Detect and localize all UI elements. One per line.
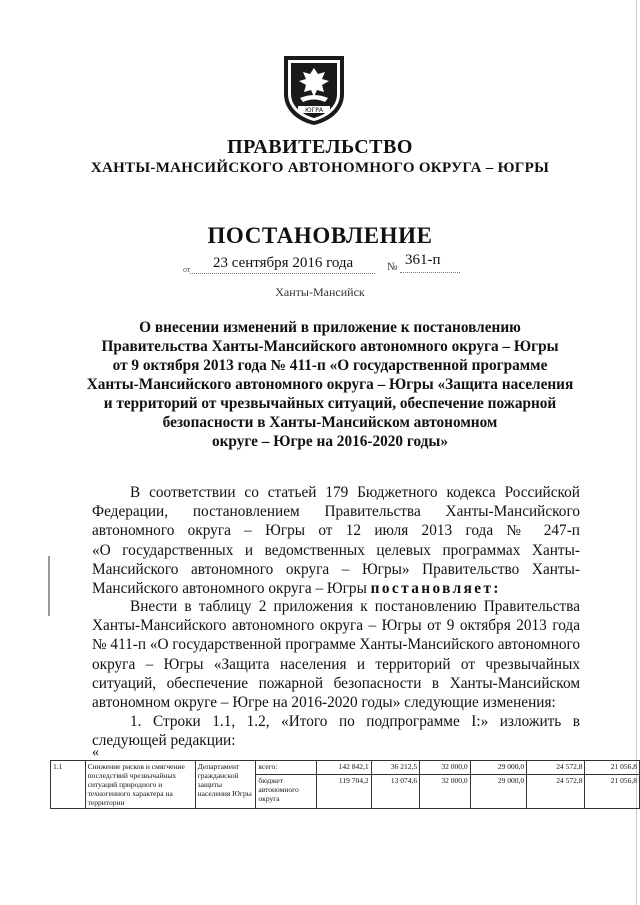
measure-name-cell: Снижение рисков и смягчение последствий чрезвычайных ситуаций природного и техногенного характера на территории	[85, 761, 195, 809]
value-cell: 32 000,0	[420, 761, 471, 775]
document-type: ПОСТАНОВЛЕНИЕ	[207, 223, 433, 248]
value-cell: 36 212,5	[371, 761, 420, 775]
body-line: «О государственных и ведомственных целевых программах Ханты-	[92, 541, 580, 559]
body-line: Внести в таблицу 2 приложения к постановлению Правительства	[130, 598, 580, 615]
heading-line: округе – Югре на 2016-2020 годы»	[211, 433, 449, 450]
body-line: следующей редакции:	[92, 732, 236, 750]
heading-line: от 9 октября 2013 года № 411-п «О государственной программе	[112, 357, 548, 374]
heading-line: и территорий от чрезвычайных ситуаций, обеспечение пожарной	[103, 395, 557, 412]
body-line: автономного округа – Югры от 12 июля 2013 года № 247-п	[92, 522, 580, 540]
table-row	[51, 761, 640, 775]
value-cell: 119 704,2	[317, 774, 371, 808]
value-cell: 24 572,8	[527, 761, 585, 775]
heading-line: О внесении изменений в приложение к постановлению	[139, 319, 521, 336]
number-underline	[400, 272, 460, 273]
row-number-cell: 1.1	[51, 761, 86, 809]
body-line: № 411-п «О государственной программе Ханты-Мансийского автономного	[92, 636, 581, 654]
body-line: ситуаций, обеспечение пожарной безопасности в Ханты-Мансийском	[92, 674, 580, 692]
heading-line: Правительства Ханты-Мансийского автономного округа – Югры	[101, 338, 559, 355]
document-number: 361-п	[405, 252, 441, 268]
value-cell: 32 000,0	[420, 774, 471, 808]
heading-line: безопасности в Ханты-Мансийском автономном	[162, 414, 498, 431]
decree-word: постановляет:	[370, 579, 501, 597]
coat-of-arms-emblem	[278, 50, 350, 126]
date-from-label: от	[183, 265, 191, 274]
body-line: В соответствии со статьей 179 Бюджетного кодекса Российской	[130, 484, 580, 501]
value-cell: 29 000,0	[470, 761, 526, 775]
value-cell: 142 842,1	[317, 761, 371, 775]
document-date: 23 сентября 2016 года	[213, 255, 354, 271]
margin-mark	[48, 556, 50, 616]
body-line-text: Мансийского автономного округа – Югры	[92, 579, 367, 597]
body-line: округа – Югры «Защита населения и территорий от чрезвычайных	[92, 655, 580, 673]
preamble-paragraph	[92, 483, 580, 598]
value-cell: 29 000,0	[470, 774, 526, 808]
document-heading	[70, 318, 590, 451]
body-line: 1. Строки 1.1, 1.2, «Итого по подпрограмме I:» изложить в	[130, 713, 580, 731]
source-label-cell: бюджет автономного округа	[256, 774, 317, 808]
body-line: Ханты-Мансийского автономного округа – Югры от 9 октября 2013 года	[92, 617, 580, 635]
value-cell: 21 056,8	[585, 761, 640, 775]
quote-open: «	[92, 745, 99, 760]
value-cell: 24 572,8	[527, 774, 585, 808]
number-label: №	[387, 261, 398, 273]
date-underline	[190, 273, 375, 274]
body-line: Мансийского автономного округа – Югры» Правительство Ханты-	[92, 560, 580, 578]
government-subtitle: ХАНТЫ-МАНСИЙСКОГО АВТОНОМНОГО ОКРУГА – ЮГРЫ	[90, 160, 550, 176]
body-line: автономном округе – Югре на 2016-2020 годы» следующие изменения:	[92, 693, 556, 711]
amendment-table	[50, 760, 640, 809]
government-title: ПРАВИТЕЛЬСТВО	[227, 136, 413, 158]
document-city: Ханты-Мансийск	[275, 285, 365, 299]
executor-cell: Департамент гражданской защиты населения Югры	[195, 761, 256, 809]
heading-line: Ханты-Мансийского автономного округа – Югры «Защита населения	[86, 376, 574, 393]
emblem-text: ЮГРА	[305, 107, 323, 114]
body-line	[92, 579, 580, 598]
value-cell: 13 074,6	[371, 774, 420, 808]
body-line: Федерации, постановлением Правительства Ханты-Мансийского	[92, 503, 580, 521]
source-label-cell: всего:	[256, 761, 317, 775]
amendment-paragraph	[92, 597, 580, 751]
value-cell: 21 056,8	[585, 774, 640, 808]
